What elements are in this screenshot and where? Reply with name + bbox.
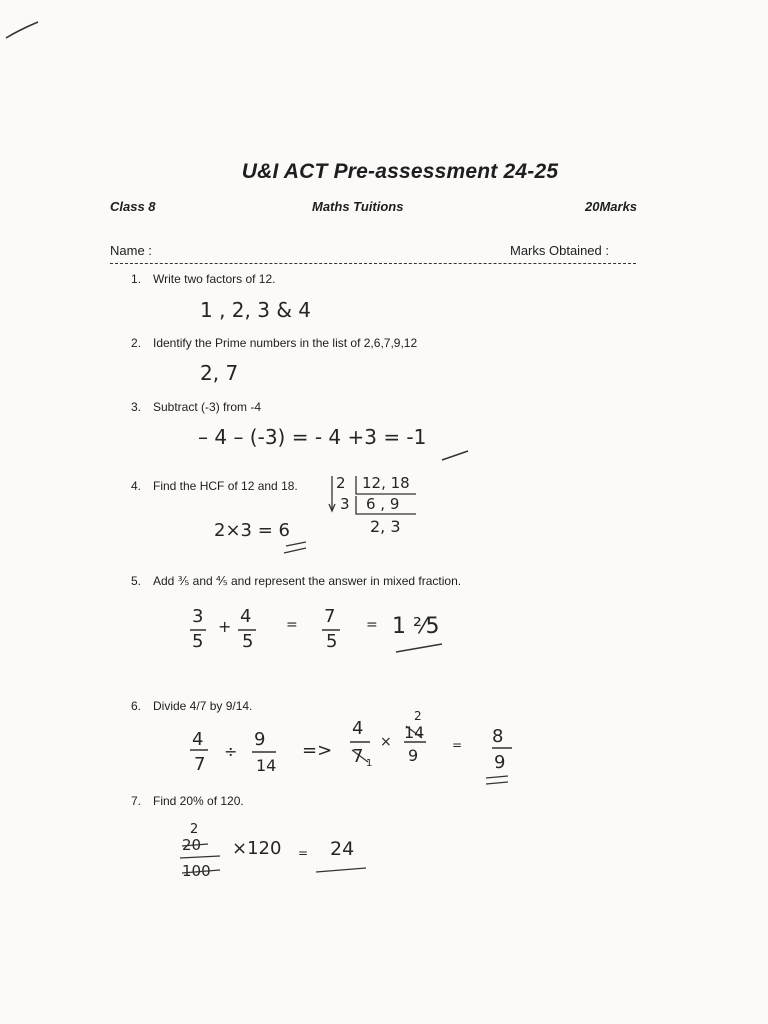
a7-fraction-strikes — [176, 830, 376, 880]
a7-times-120: ×120 — [232, 838, 282, 859]
a6-frac1-num: 4 — [192, 729, 204, 750]
a5-frac1-den: 5 — [192, 631, 204, 652]
a5-plus: + — [218, 617, 232, 636]
answer-3-underline-mark — [440, 448, 472, 464]
question-text: Add ⅗ and ⅘ and represent the answer in mixed fraction. — [153, 574, 462, 588]
a6-frac4-den: 9 — [408, 746, 419, 765]
a6-frac1-den: 7 — [194, 754, 206, 775]
question-6 — [131, 699, 252, 713]
a6-result-num: 8 — [492, 726, 504, 747]
header-divider — [110, 263, 636, 264]
a5-frac2-num: 4 — [240, 606, 252, 627]
question-text: Find 20% of 120. — [153, 794, 244, 808]
a6-implies-arrow: => — [302, 740, 333, 761]
question-text: Find the HCF of 12 and 18. — [153, 479, 298, 493]
a6-fraction-bars — [186, 712, 526, 788]
answer-4-result: 2×3 = 6 — [214, 520, 290, 541]
question-number: 7. — [131, 794, 142, 808]
answer-3: – 4 – (-3) = - 4 +3 = -1 — [198, 425, 427, 449]
a5-frac1-num: 3 — [192, 606, 204, 627]
class-label: Class 8 — [110, 199, 156, 214]
a6-times: × — [380, 734, 392, 750]
a6-frac3-den: 7 — [352, 746, 364, 767]
question-text: Subtract (-3) from -4 — [153, 400, 262, 414]
a6-frac4-num: 14 — [404, 723, 425, 742]
question-number: 6. — [131, 699, 142, 713]
a5-equals-1: = — [286, 617, 298, 633]
a5-fraction-bars — [186, 600, 446, 660]
a6-result-den: 9 — [494, 752, 506, 773]
division-divisor-1: 2 — [336, 474, 346, 492]
question-number: 5. — [131, 574, 142, 588]
marks-obtained-label: Marks Obtained : — [510, 243, 609, 258]
a5-frac3-den: 5 — [326, 631, 338, 652]
a6-frac4-top: 2 — [414, 709, 422, 723]
question-1 — [131, 272, 276, 286]
a5-frac2-den: 5 — [242, 631, 254, 652]
question-7 — [131, 794, 244, 808]
division-row-1: 12, 18 — [362, 474, 410, 492]
a6-frac2-den: 14 — [256, 756, 277, 775]
name-field-label: Name : — [110, 243, 152, 258]
a6-divide: ÷ — [224, 742, 238, 761]
a5-equals-2: = — [366, 617, 378, 633]
question-number: 3. — [131, 400, 142, 414]
a6-frac3-den-sub: 1 — [366, 758, 373, 769]
a7-top: 2 — [190, 822, 199, 837]
question-5 — [131, 574, 461, 588]
a7-den: 100 — [182, 862, 211, 880]
a6-frac3-num: 4 — [352, 718, 364, 739]
a5-mixed-result: 1 ²⁄5 — [392, 614, 440, 639]
a6-equals: = — [452, 738, 463, 752]
a5-frac3-num: 7 — [324, 606, 336, 627]
answer-4-underline-mark — [282, 540, 312, 556]
division-ladder-lines — [326, 474, 426, 520]
page-title: U&I ACT Pre-assessment 24-25 — [241, 160, 559, 183]
question-text: Identify the Prime numbers in the list of 2,6,7,9,12 — [153, 336, 418, 350]
division-divisor-2: 3 — [340, 495, 350, 513]
division-row-2: 6 , 9 — [366, 495, 400, 513]
question-4 — [131, 479, 298, 493]
question-text: Write two factors of 12. — [153, 272, 276, 286]
answer-1: 1 , 2, 3 & 4 — [200, 298, 311, 322]
total-marks-label: 20Marks — [585, 199, 638, 214]
question-text: Divide 4/7 by 9/14. — [153, 699, 253, 713]
a7-result: 24 — [330, 838, 355, 860]
question-number: 4. — [131, 479, 142, 493]
pen-scribble-mark — [4, 18, 44, 42]
question-number: 1. — [131, 272, 142, 286]
subject-label: Maths Tuitions — [312, 199, 404, 214]
question-3 — [131, 400, 261, 414]
question-2 — [131, 336, 417, 350]
a7-num: 20 — [182, 836, 202, 854]
division-row-3: 2, 3 — [370, 517, 401, 536]
answer-2: 2, 7 — [200, 361, 239, 385]
a7-equals: = — [298, 846, 309, 860]
a6-frac2-num: 9 — [254, 729, 266, 750]
question-number: 2. — [131, 336, 142, 350]
